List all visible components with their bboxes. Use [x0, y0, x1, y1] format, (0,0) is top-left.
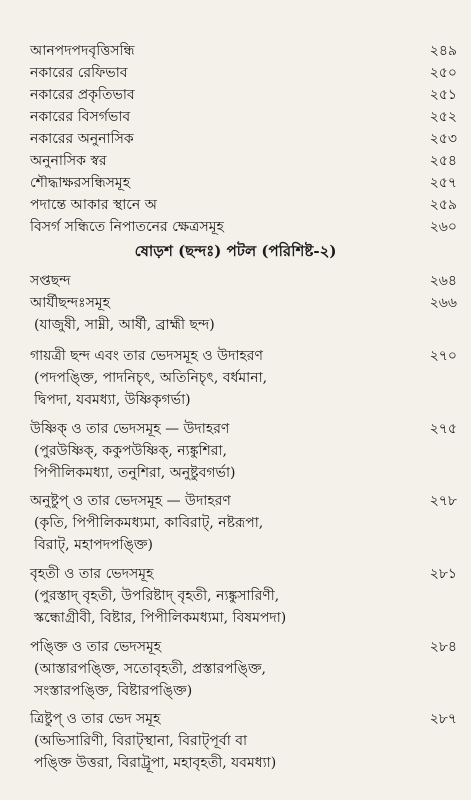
toc-entry-subtext: পিপীলিকমধ্যা, তনুশিরা, অনুষ্টুবগর্ভা)	[34, 465, 236, 481]
toc-entry	[30, 150, 457, 172]
toc-entry-page: ২৬৪	[429, 273, 457, 289]
toc-entry-subtext: (কৃতি, পিপীলিকমধ্যমা, কাবিরাট্, নষ্টরূপা,	[34, 515, 264, 531]
toc-entry	[30, 216, 457, 238]
toc-entry	[30, 418, 457, 440]
toc-entry	[30, 106, 457, 128]
toc-entry-subtext: স্কন্ধোগ্রীবী, বিষ্টার, পিপীলিকমধ্যমা, বিষমপদা)	[34, 610, 287, 626]
toc-entry-title: বিসর্গ সন্ধিতে নিপাতনের ক্ষেত্রসমূহ	[30, 219, 224, 235]
toc-entry	[30, 490, 457, 512]
toc-entry-subtext: (যাজুষী, সাম্নী, আর্ষী, ব্রাহ্মী ছন্দ)	[34, 317, 215, 333]
toc-entry-page: ২৫৩	[429, 131, 457, 147]
toc-entry-page: ২৮৪	[429, 639, 457, 655]
toc-entry	[30, 40, 457, 62]
toc-entry-page: ২৮৭	[429, 711, 457, 727]
toc-entry-title: শৌদ্ধাক্ষরসন্ধিসমূহ	[30, 175, 131, 191]
chapter-heading: ষোড়শ (ছন্দঃ) পটল (পরিশিষ্ট-২)	[134, 242, 337, 260]
toc-entry	[30, 84, 457, 106]
toc-entry-page: ২৫০	[429, 65, 457, 81]
toc-entry	[30, 62, 457, 84]
toc-entry-page: ২৫২	[429, 109, 457, 125]
toc-entry-title: অনুনাসিক স্বর	[30, 153, 107, 169]
toc-entry-title: নকারের রেফিভাব	[30, 65, 128, 81]
toc-entry-title: সপ্তছন্দ	[30, 273, 71, 289]
toc-entry-title: অনুষ্টুপ্ ও তার ভেদসমূহ — উদাহরণ	[30, 493, 231, 509]
toc-entry-subtext: (পদপঙ্ক্তি, পাদনিচৃৎ, অতিনিচৃৎ, বর্ধমানা,	[34, 370, 268, 386]
toc-entry-subtext: বিরাট্, মহাপদপঙ্ক্তি)	[34, 537, 153, 553]
toc-entry	[30, 128, 457, 150]
toc-entry-page: ২৬০	[429, 219, 457, 235]
toc-entry-title: গায়ত্রী ছন্দ এবং তার ভেদসমূহ ও উদাহরণ	[30, 348, 263, 364]
toc-entry-title: নকারের বিসর্গভাব	[30, 109, 131, 125]
toc-entry-subtext: দ্বিপদা, যবমধ্যা, উষ্ণিকৃগর্ভা)	[34, 392, 191, 408]
toc-entry-title: পঙ্ক্তি ও তার ভেদসমূহ	[30, 639, 162, 655]
toc-entry-page: ২৫৪	[429, 153, 457, 169]
toc-entry	[30, 345, 457, 367]
toc-entry-title: নকারের অনুনাসিক	[30, 131, 134, 147]
toc-entry	[30, 636, 457, 658]
toc-entry-page: ২৭৮	[429, 493, 457, 509]
toc-entry-page: ২৫৯	[429, 197, 457, 213]
toc-entry-subtext: (আস্তারপঙ্ক্তি, সতোবৃহতী, প্রস্তারপঙ্ক্তি,	[34, 661, 266, 677]
toc-entry-title: পদান্তে আকার স্থানে অ	[30, 197, 157, 213]
toc-entry-title: আর্যীছন্দঃসমূহ	[30, 295, 110, 311]
toc-entry	[30, 292, 457, 314]
toc-entry-title: ত্রিষ্টুপ্ ও তার ভেদ সমূহ	[30, 711, 161, 727]
toc-entry	[30, 708, 457, 730]
toc-entry-subtext: (পুরউষ্ণিক্, ককুপউষ্ণিক্, ন্যঙ্কুশিরা,	[34, 443, 227, 459]
toc-entry-title: আনপদপদবৃত্তিসন্ধি	[30, 43, 135, 59]
toc-entry-subtext: (অভিসারিণী, বিরাট্স্থানা, বিরাট্পূর্বা বা	[34, 733, 248, 749]
toc-entry	[30, 563, 457, 585]
toc-entry	[30, 194, 457, 216]
toc-entry-page: ২৫৭	[429, 175, 457, 191]
toc-entry-page: ২৮১	[429, 566, 457, 582]
toc-entry-page: ২৭৫	[429, 421, 457, 437]
toc-entry-page: ২৭০	[429, 348, 457, 364]
toc-entry	[30, 172, 457, 194]
toc-entry-subtext: (পুরস্তাদ্ বৃহতী, উপরিষ্টাদ্ বৃহতী, ন্যঙ্কুসারিণী,	[34, 588, 280, 604]
toc-entry-page: ২৫১	[429, 87, 457, 103]
toc-entry	[30, 270, 457, 292]
toc-entry-title: বৃহতী ও তার ভেদসমূহ	[30, 566, 154, 582]
toc-entry-page: ২৪৯	[429, 43, 457, 59]
toc-entry-subtext: সংস্তারপঙ্ক্তি, বিষ্টারপঙ্ক্তি)	[34, 683, 193, 699]
toc-entry-page: ২৬৬	[429, 295, 457, 311]
toc-entry-subtext: পঙ্ক্তি উত্তরা, বিরাট্রূপা, মহাবৃহতী, যবমধ্যা)	[34, 755, 277, 771]
toc-entry-title: নকারের প্রকৃতিভাব	[30, 87, 135, 103]
toc-entry-title: উষ্ণিক্ ও তার ভেদসমূহ — উদাহরণ	[30, 421, 230, 437]
